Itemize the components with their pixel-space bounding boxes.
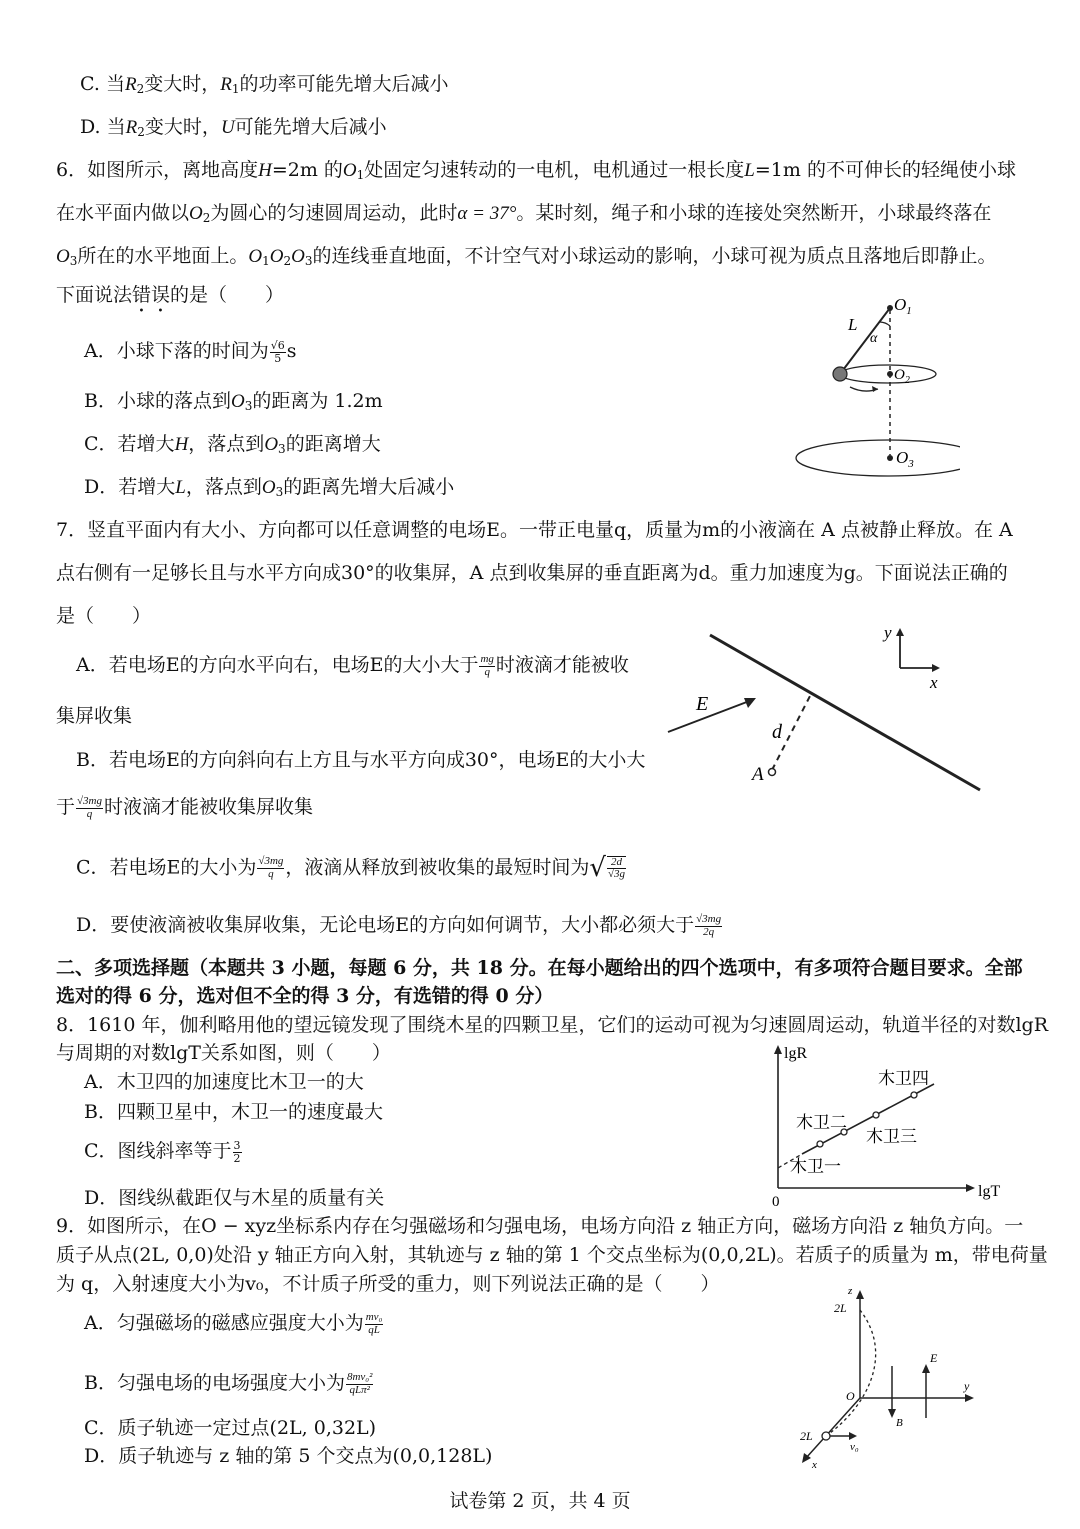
q8-label-lgr: lgR bbox=[784, 1045, 808, 1062]
q6-ground-ellipse bbox=[796, 440, 960, 476]
q9-label-x: x bbox=[812, 1459, 817, 1471]
q6-stem-line2: 在水平面内做以$O_2$为圆心的匀速圆周运动，此时α = 37°。某时刻，绳子和小球的连接处突然断开，小球最终落在 bbox=[56, 202, 992, 225]
q9-b-fraction: $\frac{\text{8mv₀²}}{\text{qLπ²}}$ bbox=[346, 1371, 373, 1396]
q8-x-arrowhead bbox=[966, 1184, 975, 1192]
q7-sqrt-sign: √ bbox=[589, 853, 606, 883]
q7-label-d: d bbox=[772, 721, 782, 743]
q9-label-2l-bottom: 2L bbox=[800, 1429, 813, 1443]
q7-x-arrowhead bbox=[932, 664, 940, 672]
q8-label-io: 木卫一 bbox=[790, 1157, 841, 1176]
q8-point-ganymede bbox=[873, 1112, 879, 1118]
q9-z-arrowhead bbox=[856, 1290, 864, 1299]
q9-option-b: B．匀强电场的电场强度大小为 $\frac{\text{8mv₀²}}{\text{qLπ²}}$ bbox=[84, 1371, 373, 1396]
q7-figure bbox=[660, 620, 990, 800]
q9-label-o: O bbox=[846, 1389, 855, 1403]
q6-rotation-arrowhead bbox=[872, 386, 878, 392]
q8-stem-line1: 8．1610 年，伽利略用他的望远镜发现了围绕木星的四颗卫星，它们的运动可视为匀速圆周运动，轨道半径的对数lgR bbox=[56, 1014, 1049, 1036]
q6-figure bbox=[780, 290, 960, 490]
q8-point-io bbox=[817, 1141, 823, 1147]
q9-e-arrowhead bbox=[922, 1364, 930, 1373]
q9-option-a: A．匀强磁场的磁感应强度大小为 $\frac{\text{mv₀}}{qL}$ bbox=[84, 1311, 383, 1336]
q9-y-arrowhead bbox=[965, 1394, 974, 1402]
q7-option-b: B．若电场E的方向斜向右上方且与水平方向成30°，电场E的大小大 bbox=[76, 749, 646, 771]
section2-heading-line1: 二、多项选择题（本题共 3 小题，每题 6 分，共 18 分。在每小题给出的四个选项中，有多项符合题目要求。全部 bbox=[56, 957, 1023, 979]
q6-point-o2 bbox=[887, 371, 893, 377]
q9-label-y: y bbox=[964, 1379, 970, 1393]
q8-option-a: A．木卫四的加速度比木卫一的大 bbox=[84, 1071, 364, 1093]
q6-label-o3: $O_3$ bbox=[896, 448, 914, 470]
q7-label-y: y bbox=[884, 623, 892, 642]
q9-a-fraction: $\frac{\text{mv₀}}{qL}$ bbox=[365, 1311, 383, 1336]
q6-label-alpha: α bbox=[870, 331, 878, 346]
q8-option-b: B．四颗卫星中，木卫一的速度最大 bbox=[84, 1101, 383, 1123]
q8-graph bbox=[762, 1040, 1012, 1212]
q6-option-c: C．若增大H，落点到$O_3$的距离增大 bbox=[84, 433, 381, 456]
q9-stem-line1: 9．如图所示，在O − xyz坐标系内存在匀强磁场和匀强电场，电场方向沿 z 轴正方向，磁场方向沿 z 轴负方向。一 bbox=[56, 1215, 1024, 1237]
q9-label-b: B bbox=[896, 1417, 903, 1429]
q7-collector-screen bbox=[710, 635, 980, 790]
q8-y-arrowhead bbox=[774, 1045, 782, 1054]
q7-option-c: C．若电场E的大小为 $\frac{√3mg}{q}$ ，液滴从释放到被收集的最短时间为√ $\frac{2d}{√3g}$ bbox=[76, 853, 626, 883]
q9-stem-line2: 质子从点(2L, 0,0)处沿 y 轴正方向入射，其轨迹与 z 轴的第 1 个交点坐标为(0,0,2L)。若质子的质量为 m，带电荷量 bbox=[56, 1244, 1048, 1266]
q7-a-fraction: $\frac{mg}{q}$ bbox=[480, 653, 494, 678]
q9-option-d: D．质子轨迹与 z 轴的第 5 个交点为(0,0,128L) bbox=[84, 1445, 493, 1467]
q9-stem-line3: 为 q，入射速度大小为v₀，不计质子所受的重力，则下列说法正确的是（ ） bbox=[56, 1273, 720, 1295]
q5-option-c: C. 当$R_2$变大时，$R_1$的功率可能先增大后减小 bbox=[80, 73, 449, 96]
q8-label-ganymede: 木卫三 bbox=[866, 1127, 917, 1146]
q7-option-a: A．若电场E的方向水平向右，电场E的大小大于 $\frac{mg}{q}$ 时液滴才能被收 bbox=[76, 653, 629, 678]
q7-stem-line3: 是（ ） bbox=[56, 605, 152, 627]
q7-label-a: A bbox=[752, 764, 764, 785]
q6-option-b: B．小球的落点到$O_3$的距离为 1.2m bbox=[84, 390, 383, 413]
q7-c-root-fraction: $\frac{2d}{√3g}$ bbox=[608, 855, 626, 881]
q9-label-v0: v₀ bbox=[850, 1441, 859, 1453]
q9-label-2l-top: 2L bbox=[834, 1301, 847, 1315]
q6-angle-arc bbox=[880, 322, 890, 326]
q6-point-o3 bbox=[887, 455, 893, 461]
q9-figure bbox=[790, 1282, 990, 1472]
q8-option-c: C．图线斜率等于 $\frac{3}{2}$ bbox=[84, 1139, 241, 1165]
q8-stem-line2: 与周期的对数lgT关系如图，则（ ） bbox=[56, 1042, 391, 1064]
q6-stem-line3: $O_3$所在的水平地面上。$O_1O_2O_3$的连线垂直地面，不计空气对小球运动的影响，小球可视为质点且落地后即静止。 bbox=[56, 245, 997, 268]
q7-y-arrowhead bbox=[896, 628, 904, 636]
q8-label-europa: 木卫二 bbox=[796, 1113, 847, 1132]
q9-v0-arrowhead bbox=[849, 1432, 857, 1440]
q7-label-x: x bbox=[930, 673, 938, 692]
q7-option-a-cont: 集屏收集 bbox=[56, 705, 133, 727]
q7-option-d: D．要使液滴被收集屏收集，无论电场E的方向如何调节，大小都必须大于 $\frac{√3mg}{2q}$ bbox=[76, 913, 722, 938]
section2-heading-line2: 选对的得 6 分，选对但不全的得 3 分，有选错的得 0 分） bbox=[56, 985, 554, 1007]
q9-b-arrowhead bbox=[888, 1409, 896, 1418]
q8-c-fraction: $\frac{3}{2}$ bbox=[233, 1139, 241, 1165]
q6-ball bbox=[833, 367, 847, 381]
q9-proton bbox=[822, 1432, 830, 1440]
q6-label-l: L bbox=[848, 315, 858, 334]
q6-stem-line1: 6．如图所示，离地高度H=2m 的$O_1$处固定匀速转动的一电机，电机通过一根长度L=1m 的不可伸长的轻绳使小球 bbox=[56, 159, 1016, 182]
q8-label-callisto: 木卫四 bbox=[878, 1069, 929, 1088]
q6-a-fraction: $\frac{√6}{5}$ bbox=[270, 339, 285, 365]
q7-e-arrow bbox=[668, 700, 752, 732]
q6-label-o2: $O_2$ bbox=[894, 367, 910, 386]
q7-stem-line1: 7．竖直平面内有大小、方向都可以任意调整的电场E。一带正电量q，质量为m的小液滴在 A 点被静止释放。在 A bbox=[56, 519, 1013, 541]
q7-d-fraction: $\frac{√3mg}{2q}$ bbox=[696, 913, 722, 938]
q9-trajectory bbox=[826, 1310, 876, 1436]
q8-point-callisto bbox=[911, 1092, 917, 1098]
q9-label-z: z bbox=[848, 1285, 853, 1297]
q6-stem-line4: 下面说法错误的是（ ） bbox=[56, 284, 285, 306]
q7-option-b-cont: 于 $\frac{√3mg}{q}$ 时液滴才能被收集屏收集 bbox=[56, 795, 314, 820]
q6-label-o1: $O_1$ bbox=[894, 295, 912, 317]
q9-label-e: E bbox=[930, 1351, 938, 1365]
q7-label-e: E bbox=[696, 693, 709, 715]
q7-c-fraction: $\frac{√3mg}{q}$ bbox=[258, 855, 284, 880]
q6-point-o1 bbox=[887, 305, 893, 311]
q9-option-c: C．质子轨迹一定过点(2L, 0,32L) bbox=[84, 1417, 377, 1439]
q7-stem-line2: 点右侧有一足够长且与水平方向成30°的收集屏，A 点到收集屏的垂直距离为d。重力加速度为g。下面说法正确的 bbox=[56, 562, 1008, 584]
q8-option-d: D．图线纵截距仅与木星的质量有关 bbox=[84, 1187, 385, 1209]
q5-option-d: D. 当$R_2$变大时，U可能先增大后减小 bbox=[80, 116, 387, 139]
q6-option-a: A．小球下落的时间为 $\frac{√6}{5}$ s bbox=[84, 339, 297, 365]
page-footer: 试卷第 2 页，共 4 页 bbox=[449, 1490, 631, 1512]
q7-point-a bbox=[769, 769, 776, 776]
q7-b-fraction: $\frac{√3mg}{q}$ bbox=[77, 795, 102, 820]
q8-label-lgt: lgT bbox=[978, 1183, 1001, 1200]
q8-label-origin: 0 bbox=[772, 1194, 780, 1210]
q6-option-d: D．若增大L，落点到$O_3$的距离先增大后减小 bbox=[84, 476, 455, 499]
